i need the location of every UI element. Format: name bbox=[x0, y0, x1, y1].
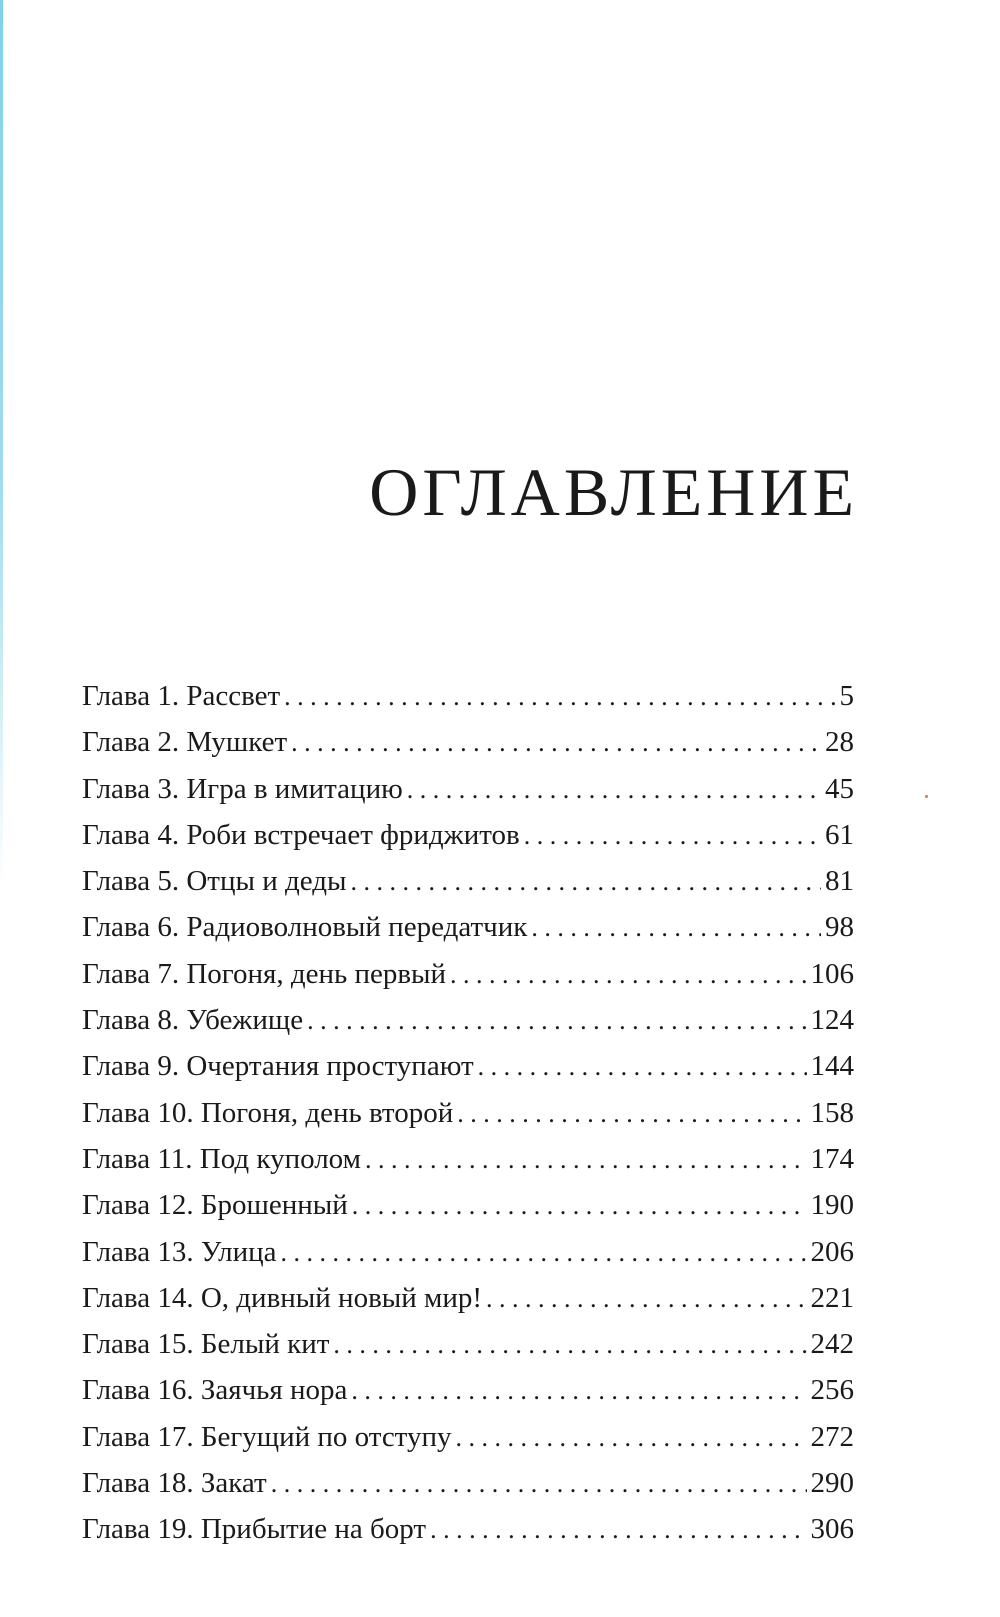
toc-leader-dots bbox=[291, 730, 821, 756]
toc-chapter-label: Глава 8. Убежище bbox=[82, 1004, 304, 1037]
toc-chapter-label: Глава 17. Бегущий по отступу bbox=[82, 1420, 452, 1453]
toc-entry[interactable] bbox=[82, 1330, 854, 1376]
toc-leader-dots bbox=[281, 1240, 807, 1266]
toc-page-number: 242 bbox=[810, 1328, 854, 1361]
toc-page-number: 206 bbox=[810, 1235, 854, 1268]
toc-chapter-label: Глава 9. Очертания проступают bbox=[82, 1050, 474, 1083]
toc-entry[interactable] bbox=[82, 1191, 854, 1237]
page-title: ОГЛАВЛЕНИЕ bbox=[369, 454, 858, 530]
toc-entry[interactable] bbox=[82, 1469, 854, 1515]
toc-page-number: 221 bbox=[810, 1281, 854, 1314]
toc-page-number: 5 bbox=[839, 680, 854, 712]
table-of-contents bbox=[82, 682, 854, 1562]
toc-entry[interactable] bbox=[82, 1515, 854, 1561]
toc-chapter-label: Глава 13. Улица bbox=[82, 1235, 277, 1268]
toc-entry[interactable] bbox=[82, 1235, 854, 1284]
toc-leader-dots bbox=[271, 1471, 807, 1497]
toc-entry[interactable] bbox=[82, 772, 854, 821]
toc-chapter-label: Глава 1. Рассвет bbox=[82, 680, 281, 712]
page-edge-line bbox=[0, 0, 3, 1617]
toc-chapter-label: Глава 3. Игра в имитацию bbox=[82, 772, 403, 805]
toc-entry[interactable] bbox=[82, 1006, 854, 1052]
toc-chapter-label: Глава 5. Отцы и деды bbox=[82, 865, 347, 898]
toc-chapter-label: Глава 15. Белый кит bbox=[82, 1328, 330, 1361]
toc-leader-dots bbox=[486, 1286, 806, 1312]
toc-page-number: 124 bbox=[810, 1004, 854, 1037]
toc-leader-dots bbox=[450, 962, 806, 988]
toc-leader-dots bbox=[478, 1054, 807, 1080]
toc-leader-dots bbox=[350, 869, 821, 895]
toc-page-number: 256 bbox=[810, 1374, 854, 1407]
toc-page-number: 98 bbox=[825, 911, 854, 944]
toc-leader-dots bbox=[307, 1008, 806, 1034]
print-speck bbox=[925, 795, 928, 798]
toc-entry[interactable] bbox=[82, 957, 854, 1006]
toc-chapter-label: Глава 2. Мушкет bbox=[82, 726, 288, 759]
toc-entry[interactable] bbox=[82, 1281, 854, 1330]
toc-chapter-label: Глава 12. Брошенный bbox=[82, 1189, 348, 1222]
toc-page-number: 174 bbox=[810, 1142, 854, 1175]
toc-page-number: 28 bbox=[825, 726, 854, 759]
toc-leader-dots bbox=[430, 1517, 806, 1543]
toc-page-number: 272 bbox=[810, 1420, 854, 1453]
toc-chapter-label: Глава 10. Погоня, день второй bbox=[82, 1096, 454, 1129]
toc-entry[interactable] bbox=[82, 913, 854, 959]
toc-leader-dots bbox=[351, 1378, 806, 1404]
toc-entry[interactable] bbox=[82, 728, 854, 774]
toc-leader-dots bbox=[456, 1425, 807, 1451]
toc-entry[interactable] bbox=[82, 1420, 854, 1469]
toc-chapter-label: Глава 19. Прибытие на борт bbox=[82, 1513, 427, 1546]
toc-page-number: 81 bbox=[825, 865, 854, 898]
toc-entry[interactable] bbox=[82, 1376, 854, 1422]
toc-chapter-label: Глава 16. Заячья нора bbox=[82, 1374, 348, 1407]
toc-leader-dots bbox=[365, 1147, 807, 1173]
toc-chapter-label: Глава 7. Погоня, день первый bbox=[82, 957, 447, 990]
toc-entry[interactable] bbox=[82, 1052, 854, 1098]
toc-entry[interactable] bbox=[82, 1142, 854, 1191]
toc-chapter-label: Глава 18. Закат bbox=[82, 1467, 267, 1500]
toc-leader-dots bbox=[284, 684, 835, 710]
toc-entry[interactable] bbox=[82, 1096, 854, 1145]
toc-page-number: 306 bbox=[810, 1513, 854, 1546]
toc-leader-dots bbox=[457, 1101, 806, 1127]
toc-entry[interactable] bbox=[82, 867, 854, 913]
toc-page-number: 190 bbox=[810, 1189, 854, 1222]
toc-leader-dots bbox=[524, 823, 821, 849]
toc-page-number: 290 bbox=[810, 1467, 854, 1500]
toc-page-number: 61 bbox=[825, 818, 854, 851]
toc-leader-dots bbox=[407, 777, 821, 803]
toc-page-number: 144 bbox=[810, 1050, 854, 1083]
toc-entry[interactable] bbox=[82, 818, 854, 867]
toc-chapter-label: Глава 14. О, дивный новый мир! bbox=[82, 1281, 483, 1314]
toc-chapter-label: Глава 4. Роби встречает фриджитов bbox=[82, 818, 520, 851]
toc-entry[interactable] bbox=[82, 682, 854, 728]
toc-leader-dots bbox=[352, 1193, 807, 1219]
toc-leader-dots bbox=[531, 915, 821, 941]
toc-leader-dots bbox=[333, 1332, 806, 1358]
toc-page-number: 106 bbox=[810, 957, 854, 990]
toc-page-number: 45 bbox=[825, 772, 854, 805]
toc-chapter-label: Глава 11. Под куполом bbox=[82, 1142, 361, 1175]
toc-page-number: 158 bbox=[810, 1096, 854, 1129]
toc-chapter-label: Глава 6. Радиоволновый передатчик bbox=[82, 911, 528, 944]
